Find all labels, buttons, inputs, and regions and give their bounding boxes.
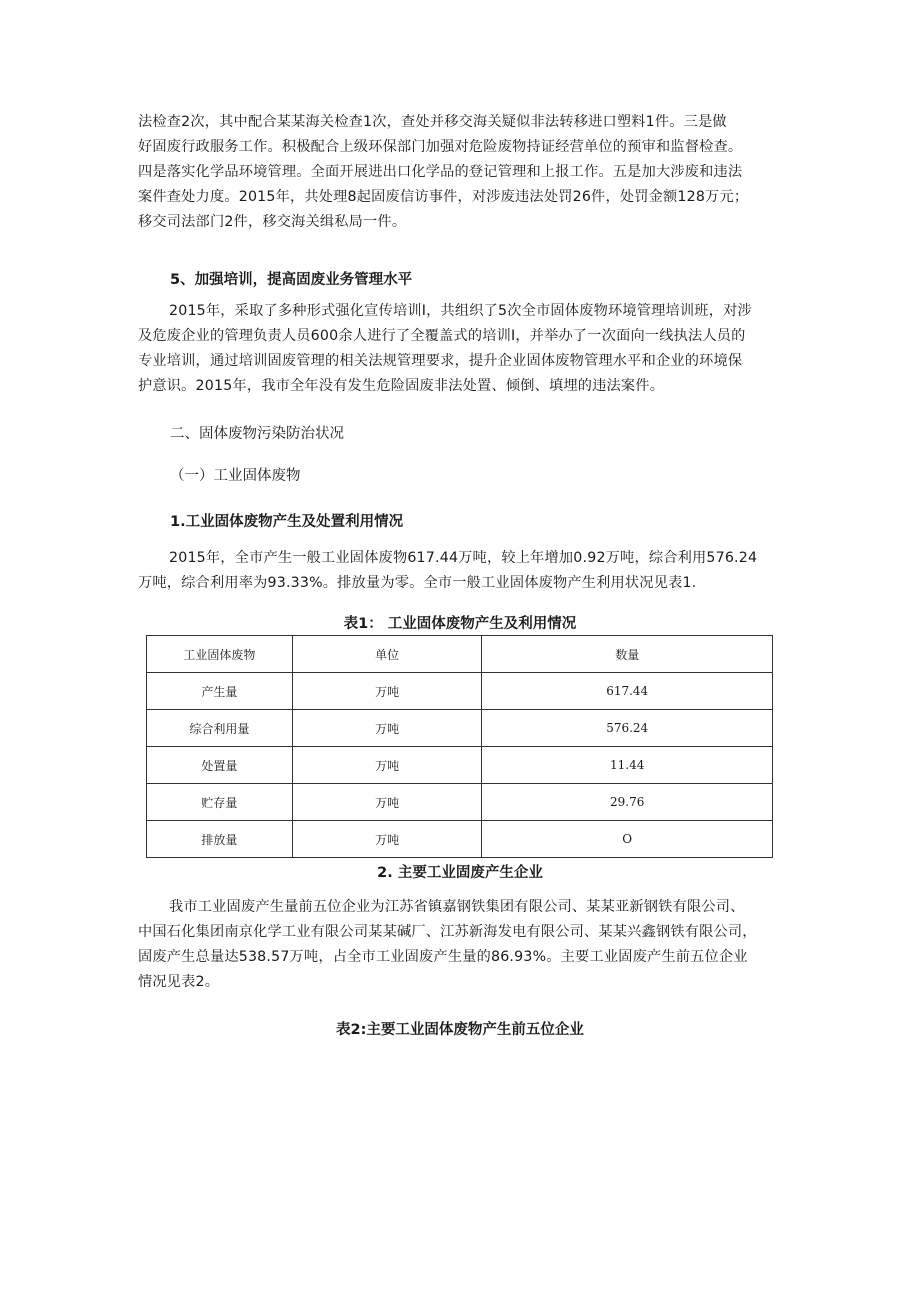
table-cell: 29.76 bbox=[482, 784, 773, 821]
text-line: 护意识。2015年，我市全年没有发生危险固废非法处置、倾倒、填埋的违法案件。 bbox=[138, 378, 665, 394]
text-line: 固废产生总量达538.57万吨，占全市工业固废产生量的86.93%。主要工业固废产生前五位企业 bbox=[138, 949, 748, 965]
heading-industrial-waste: （一）工业固体废物 bbox=[170, 468, 301, 484]
table-cell: 万吨 bbox=[292, 821, 482, 858]
table-row bbox=[147, 747, 773, 784]
heading-training: 5、加强培训，提高固废业务管理水平 bbox=[170, 272, 413, 288]
paragraph-training bbox=[138, 299, 790, 399]
heading-major-companies: 2. 主要工业固废产生企业 bbox=[377, 865, 543, 881]
table-cell: O bbox=[482, 821, 773, 858]
table-cell: 产生量 bbox=[147, 673, 293, 710]
table-row bbox=[147, 784, 773, 821]
table-cell: 排放量 bbox=[147, 821, 293, 858]
column-header: 单位 bbox=[292, 636, 482, 673]
heading-industrial-generation: 1.工业固体废物产生及处置利用情况 bbox=[170, 514, 404, 530]
text-line: 2015年，全市产生一般工业固体废物617.44万吨，较上年增加0.92万吨，综合利用576.24 bbox=[169, 550, 758, 566]
text-line: 及危废企业的管理负责人员600余人进行了全覆盖式的培训I，并举办了一次面向一线执法人员的 bbox=[138, 328, 746, 344]
text-line: 2015年，采取了多种形式强化宣传培训I，共组织了5次全市固体废物环境管理培训班，对涉 bbox=[169, 303, 752, 319]
table2-caption: 表2:主要工业固体废物产生前五位企业 bbox=[336, 1022, 584, 1038]
table-header-row bbox=[147, 636, 773, 673]
text-line: 移交司法部门2件，移交海关缉私局一件。 bbox=[138, 214, 407, 230]
table-row bbox=[147, 710, 773, 747]
table-cell: 617.44 bbox=[482, 673, 773, 710]
paragraph-companies bbox=[138, 895, 790, 995]
table-industrial-waste bbox=[146, 635, 773, 858]
column-header: 数量 bbox=[482, 636, 773, 673]
table-row bbox=[147, 673, 773, 710]
table-cell: 万吨 bbox=[292, 784, 482, 821]
text-line: 情况见表2。 bbox=[138, 974, 220, 990]
heading-section-2: 二、固体废物污染防治状况 bbox=[170, 426, 344, 442]
table-cell: 贮存量 bbox=[147, 784, 293, 821]
text-line: 中国石化集团南京化学工业有限公司某某碱厂、江苏新海发电有限公司、某某兴鑫钢铁有限公司， bbox=[138, 924, 757, 940]
table-cell: 11.44 bbox=[482, 747, 773, 784]
paragraph-enforcement bbox=[138, 110, 790, 235]
table-cell: 576.24 bbox=[482, 710, 773, 747]
text-line: 四是落实化学品环境管理。全面开展进出口化学品的登记管理和上报工作。五是加大涉废和违法 bbox=[138, 164, 743, 180]
text-line: 万吨，综合利用率为93.33%。排放量为零。全市一般工业固体废物产生利用状况见表1. bbox=[138, 575, 697, 591]
text-line: 好固废行政服务工作。积极配合上级环保部门加强对危险废物持证经营单位的预审和监督检查。 bbox=[138, 139, 743, 155]
table-cell: 综合利用量 bbox=[147, 710, 293, 747]
table1-caption: 表1： 工业固体废物产生及利用情况 bbox=[343, 616, 577, 632]
text-line: 专业培训，通过培训固废管理的相关法规管理要求，提升企业固体废物管理水平和企业的环境保 bbox=[138, 353, 743, 369]
text-line: 我市工业固废产生量前五位企业为江苏省镇嘉钢铁集团有限公司、某某亚新钢铁有限公司、 bbox=[169, 899, 745, 915]
table-row bbox=[147, 821, 773, 858]
table-cell: 万吨 bbox=[292, 710, 482, 747]
text-line: 案件查处力度。2015年，共处理8起固废信访事件，对涉废违法处罚26件，处罚金额128万元； bbox=[138, 189, 749, 205]
text-line: 法检查2次，其中配合某某海关检查1次，查处并移交海关疑似非法转移进口塑料1件。三是做 bbox=[138, 114, 727, 130]
paragraph-industrial bbox=[138, 546, 790, 596]
table-cell: 处置量 bbox=[147, 747, 293, 784]
table-cell: 万吨 bbox=[292, 673, 482, 710]
column-header: 工业固体废物 bbox=[147, 636, 293, 673]
table-cell: 万吨 bbox=[292, 747, 482, 784]
